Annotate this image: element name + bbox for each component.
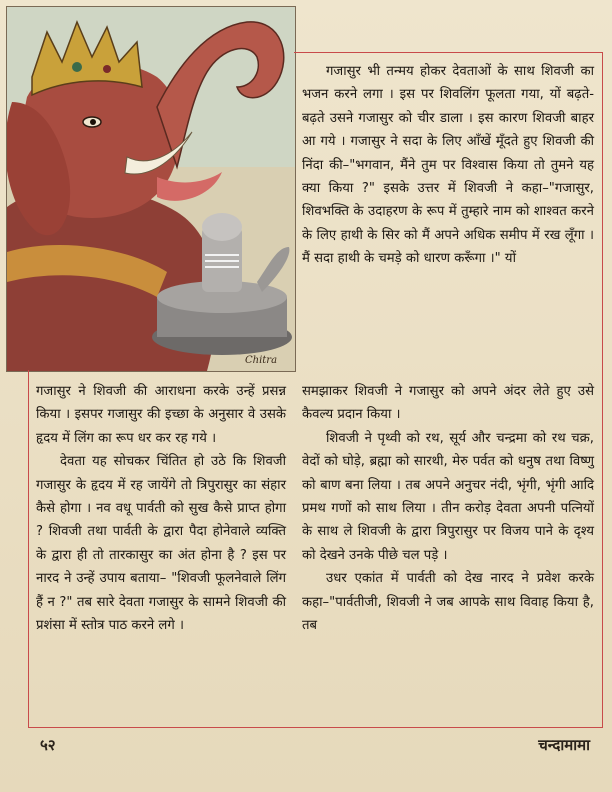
elephant-shivling-drawing xyxy=(7,7,295,371)
article-column-right-top xyxy=(302,60,594,271)
frame-rule-bottom xyxy=(28,727,603,728)
frame-rule-right xyxy=(602,52,603,727)
paragraph: देवता यह सोचकर चिंतित हो उठे कि शिवजी गजासुर के हृदय में रह जायेंगे तो त्रिपुरासुर का संहार कैसे होगा । नव वधू पार्वती को सुख कैसे प्राप्त होगा ? शिवजी तथा पार्वती के द्वारा पैदा होनेवाले व्यक्ति के द्वारा ही तो तारकासुर का अंत होना है ? इस पर नारद ने उन्हें उपाय बताया– "शिवजी फूलनेवाले लिंग हैं न ?" तब सारे देवता गजासुर के सामने शिवजी की प्रशंसा में स्तोत्र पाठ करने लगे । xyxy=(36,454,286,634)
artist-signature: Chitra xyxy=(245,355,278,366)
frame-rule-left xyxy=(28,370,29,728)
page-number: ५२ xyxy=(40,736,56,754)
frame-rule-top xyxy=(294,52,602,53)
paragraph: शिवजी ने पृथ्वी को रथ, सूर्य और चन्द्रमा को रथ चक्र, वेदों को घोड़े, ब्रह्मा को सारथी, मेरु पर्वत को धनुष तथा विष्णु को बाण बना लिया । तब अपने अनुचर नंदी, भृंगी, भृंगी आदि प्रमथ गणों को साथ लिया । तीन करोड़ देवता अपनी पत्नियों के साथ ले शिवजी के द्वारा त्रिपुरासुर पर विजय पाने के दृश्य को देखने उनके पीछे चल पड़े । xyxy=(302,430,594,563)
gajasur-illustration xyxy=(6,6,296,372)
magazine-name: चन्दामामा xyxy=(538,736,590,754)
paragraph: उधर एकांत में पार्वती को देख नारद ने प्रवेश करके कहा–"पार्वतीजी, शिवजी ने जब आपके साथ विवाह किया है, तब xyxy=(302,571,594,634)
paragraph: गजासुर ने शिवजी की आराधना करके उन्हें प्रसन्न किया । इसपर गजासुर की इच्छा के अनुसार वे उसके हृदय में लिंग का रूप धर कर रह गये । xyxy=(36,384,286,446)
paragraph: समझाकर शिवजी ने गजासुर को अपने अंदर लेते हुए उसे कैवल्य प्रदान किया । xyxy=(302,384,594,423)
paragraph: गजासुर भी तन्मय होकर देवताओं के साथ शिवजी का भजन करने लगा । इस पर शिवलिंग फूलता गया, यों बढ़ते-बढ़ते उसने गजासुर को चीर डाला । इस कारण शिवजी बाहर आ गये । गजासुर ने सदा के लिए आँखें मूँदते हुए शिवजी की निंदा की–"भगवान, मैंने तुम पर विश्वास किया तो तुमने यह क्या किया ?" इसके उत्तर में शिवजी ने कहा–"गजासुर, शिवभक्ति के उदाहरण के रूप में तुम्हारे नाम को शाश्वत करने के लिए हाथी के सिर को मैं अपने अधिक समीप में रख लूँगा । मैं सदा हाथी के चमड़े को धारण करूँगा ।" यों xyxy=(302,64,594,267)
article-column-right-bottom xyxy=(302,380,594,637)
article-column-left-bottom xyxy=(36,380,286,637)
